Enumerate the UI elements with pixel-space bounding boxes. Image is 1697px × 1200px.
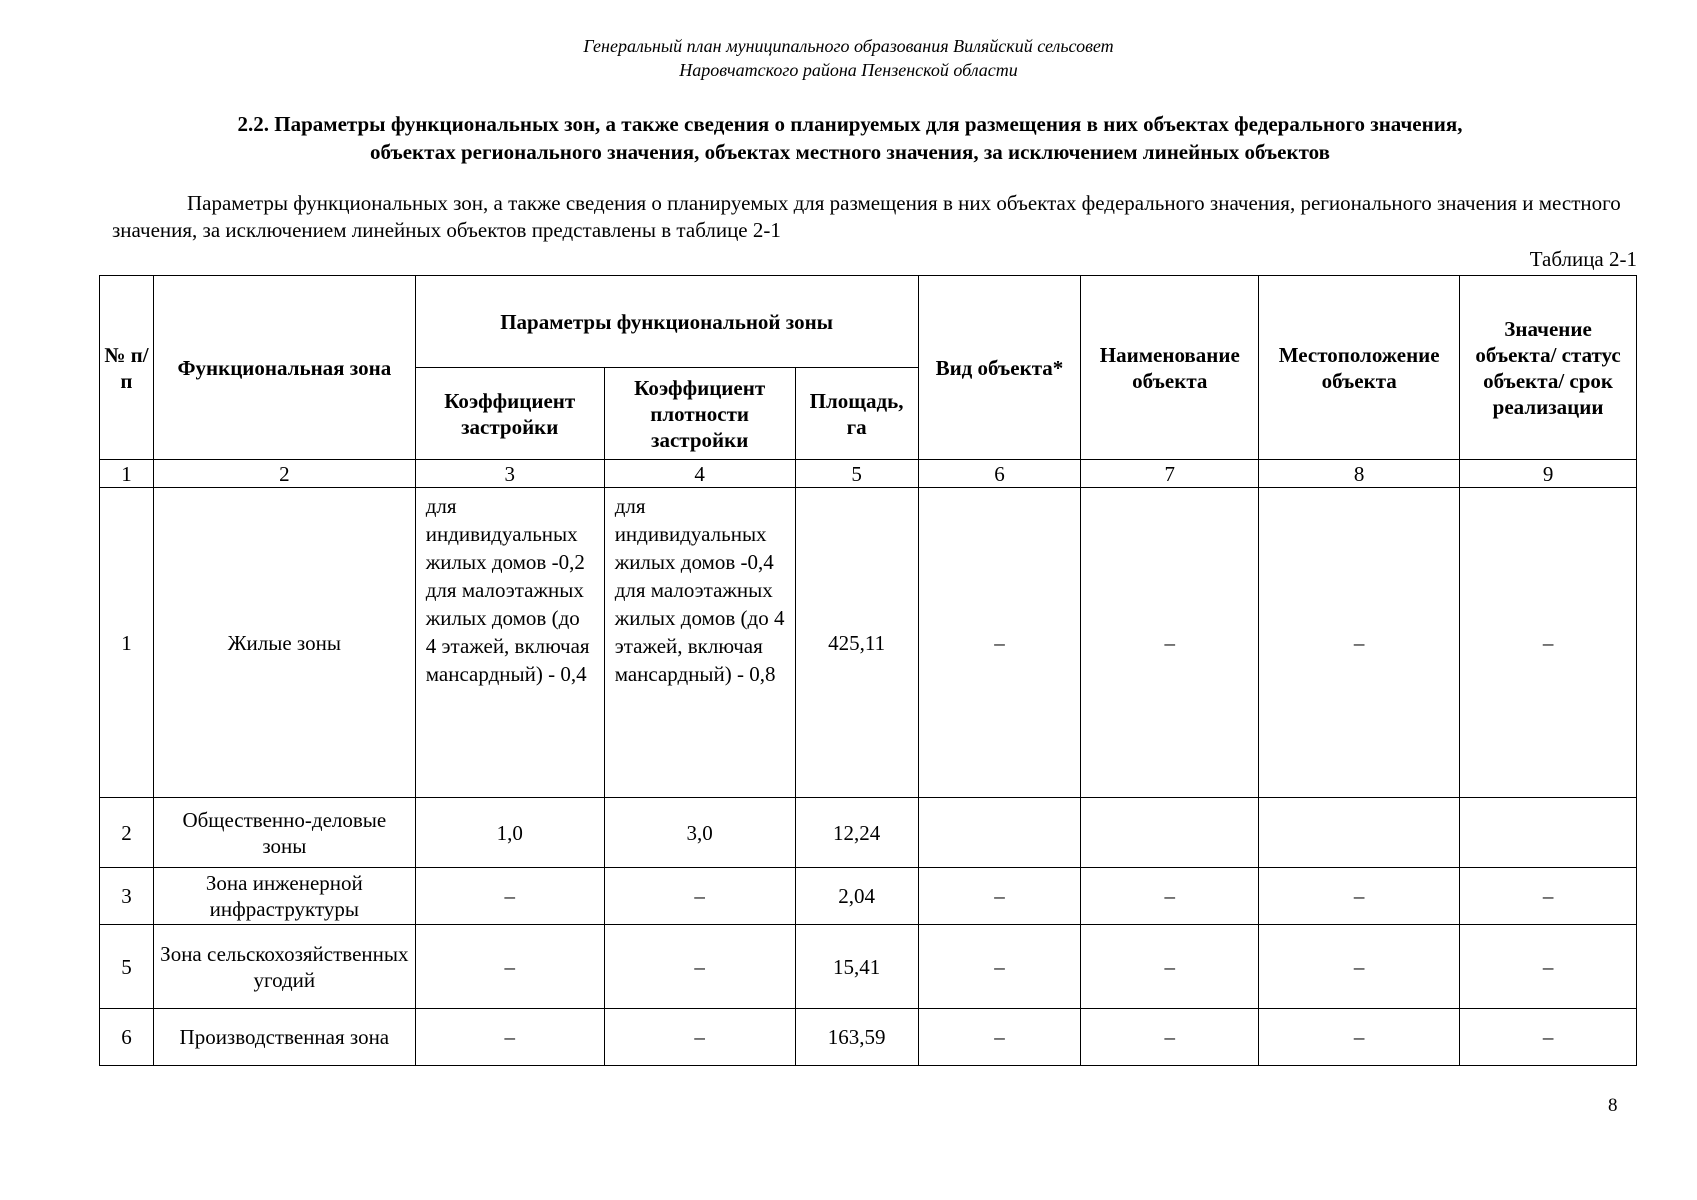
row-object-location: – xyxy=(1259,488,1460,798)
row-object-status: – xyxy=(1460,488,1637,798)
header-line-2: Наровчатского района Пензенской области xyxy=(679,60,1018,80)
row-object-type xyxy=(918,798,1081,868)
row-area: 12,24 xyxy=(795,798,918,868)
header-object-type: Вид объекта* xyxy=(918,276,1081,460)
row-zone: Жилые зоны xyxy=(153,488,415,798)
row-object-name: – xyxy=(1081,868,1259,925)
table-row xyxy=(100,868,1637,925)
row-object-status: – xyxy=(1460,925,1637,1009)
row-coef-build: – xyxy=(415,1009,604,1066)
row-zone: Производственная зона xyxy=(153,1009,415,1066)
column-number: 5 xyxy=(795,460,918,488)
row-object-type: – xyxy=(918,488,1081,798)
section-title-line-1: 2.2. Параметры функциональных зон, а также сведения о планируемых для размещения в них объектах федерального значения, xyxy=(237,112,1463,136)
row-object-status: – xyxy=(1460,868,1637,925)
row-object-location: – xyxy=(1259,868,1460,925)
table-row xyxy=(100,488,1637,798)
header-object-name: Наименование объекта xyxy=(1081,276,1259,460)
column-number: 1 xyxy=(100,460,154,488)
document-header xyxy=(0,34,1697,82)
row-coef-density: – xyxy=(604,925,795,1009)
header-coef-build: Коэффициент застройки xyxy=(415,368,604,460)
row-coef-density: – xyxy=(604,868,795,925)
header-line-1: Генеральный план муниципального образования Виляйский сельсовет xyxy=(583,36,1114,56)
row-zone: Зона инженерной инфраструктуры xyxy=(153,868,415,925)
row-object-location xyxy=(1259,798,1460,868)
row-zone: Зона сельскохозяйственных угодий xyxy=(153,925,415,1009)
row-object-name: – xyxy=(1081,925,1259,1009)
row-object-name: – xyxy=(1081,488,1259,798)
row-num: 6 xyxy=(100,1009,154,1066)
row-coef-build: – xyxy=(415,925,604,1009)
column-number: 9 xyxy=(1460,460,1637,488)
row-coef-density: – xyxy=(604,1009,795,1066)
column-number: 4 xyxy=(604,460,795,488)
row-num: 1 xyxy=(100,488,154,798)
column-number-row xyxy=(100,460,1637,488)
header-area: Площадь, га xyxy=(795,368,918,460)
row-object-name: – xyxy=(1081,1009,1259,1066)
row-coef-build: для индивидуальных жилых домов -0,2 для малоэтажных жилых домов (до 4 этажей, включая мансардный) - 0,4 xyxy=(415,488,604,798)
row-object-type: – xyxy=(918,1009,1081,1066)
row-num: 3 xyxy=(100,868,154,925)
page-number: 8 xyxy=(1608,1095,1618,1116)
row-coef-density: 3,0 xyxy=(604,798,795,868)
table-caption: Таблица 2-1 xyxy=(1529,247,1637,271)
row-object-status: – xyxy=(1460,1009,1637,1066)
header-num: № п/п xyxy=(100,276,154,460)
table-row xyxy=(100,925,1637,1009)
row-zone: Общественно-деловые зоны xyxy=(153,798,415,868)
header-coef-density: Коэффициент плотности застройки xyxy=(604,368,795,460)
column-number: 3 xyxy=(415,460,604,488)
header-params-group: Параметры функциональной зоны xyxy=(415,276,918,368)
table-row xyxy=(100,798,1637,868)
column-number: 8 xyxy=(1259,460,1460,488)
column-number: 6 xyxy=(918,460,1081,488)
row-object-location: – xyxy=(1259,1009,1460,1066)
intro-paragraph: Параметры функциональных зон, а также сведения о планируемых для размещения в них объектах федерального значения, регионального значения и местного значения, за исключением линейных объектов представлены в таблице 2-1 xyxy=(112,191,1621,242)
row-object-type: – xyxy=(918,868,1081,925)
row-coef-build: 1,0 xyxy=(415,798,604,868)
row-area: 15,41 xyxy=(795,925,918,1009)
column-number: 7 xyxy=(1081,460,1259,488)
row-area: 163,59 xyxy=(795,1009,918,1066)
section-title xyxy=(100,110,1600,166)
header-object-location: Местоположение объекта xyxy=(1259,276,1460,460)
row-coef-density: для индивидуальных жилых домов -0,4 для малоэтажных жилых домов (до 4 этажей, включая мансардный) - 0,8 xyxy=(604,488,795,798)
header-object-status: Значение объекта/ статус объекта/ срок реализации xyxy=(1460,276,1637,460)
column-number: 2 xyxy=(153,460,415,488)
row-object-location: – xyxy=(1259,925,1460,1009)
row-coef-build: – xyxy=(415,868,604,925)
row-object-name xyxy=(1081,798,1259,868)
row-area: 2,04 xyxy=(795,868,918,925)
table-row xyxy=(100,1009,1637,1066)
parameters-table xyxy=(99,275,1637,1066)
row-object-type: – xyxy=(918,925,1081,1009)
row-area: 425,11 xyxy=(795,488,918,798)
section-title-line-2: объектах регионального значения, объектах местного значения, за исключением линейных объектов xyxy=(370,140,1330,164)
row-num: 2 xyxy=(100,798,154,868)
row-object-status xyxy=(1460,798,1637,868)
header-zone: Функциональная зона xyxy=(153,276,415,460)
row-num: 5 xyxy=(100,925,154,1009)
